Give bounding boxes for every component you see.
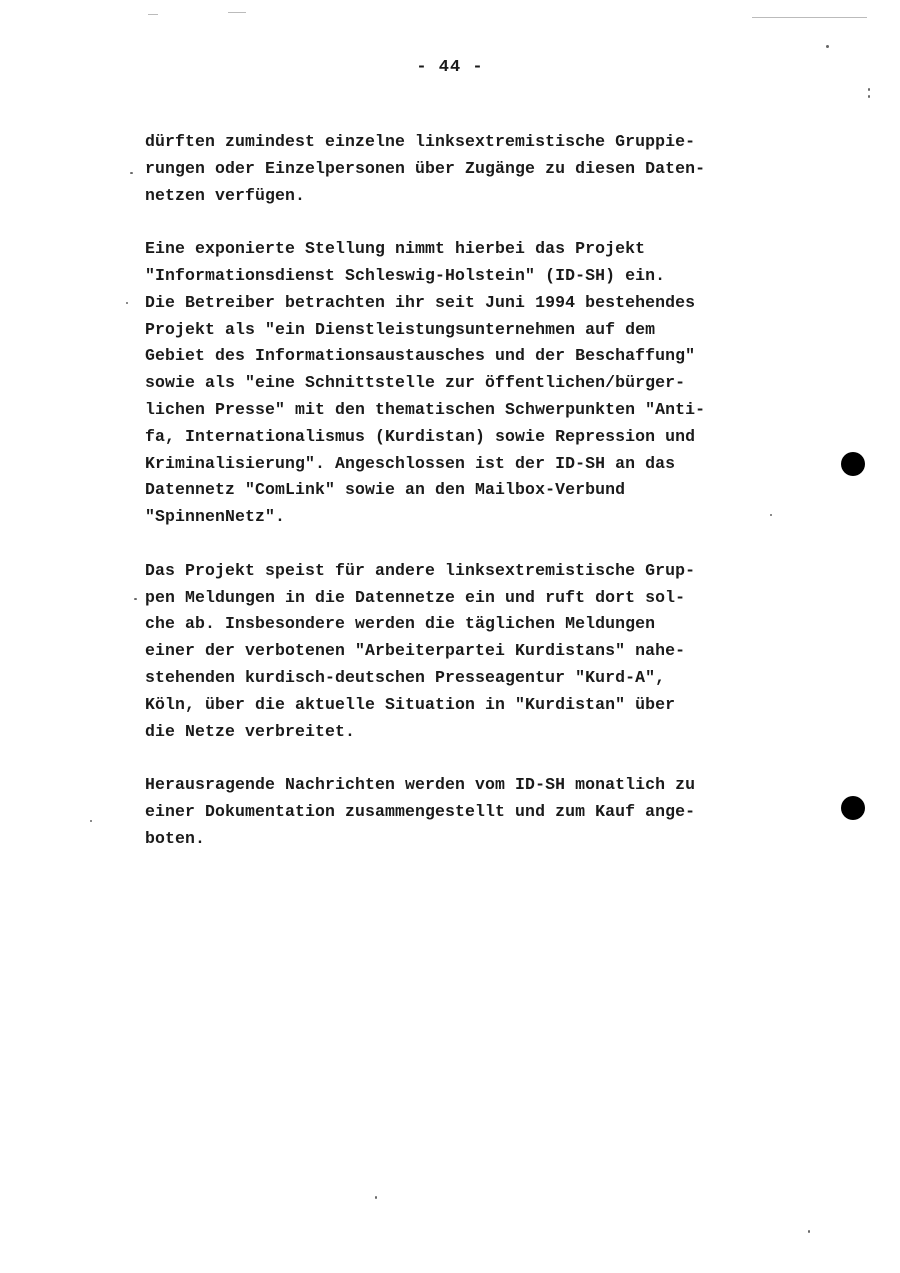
scan-speck bbox=[868, 95, 870, 98]
text-line: einer Dokumentation zusammengestellt und zum Kauf ange- bbox=[145, 801, 696, 821]
scan-artifact-line bbox=[752, 17, 867, 18]
text-line: einer der verbotenen "Arbeiterpartei Kurdistans" nahe- bbox=[145, 641, 686, 661]
text-line: "SpinnenNetz". bbox=[145, 507, 286, 527]
text-line: rungen oder Einzelpersonen über Zugänge zu diesen Daten- bbox=[145, 158, 706, 178]
text-line: Herausragende Nachrichten werden vom ID-SH monatlich zu bbox=[145, 775, 696, 795]
scan-artifact-line bbox=[228, 12, 246, 13]
text-line: sowie als "eine Schnittstelle zur öffentlichen/bürger- bbox=[145, 373, 686, 393]
text-line: "Informationsdienst Schleswig-Holstein" (ID-SH) ein. bbox=[145, 265, 666, 285]
scan-speck bbox=[134, 598, 137, 600]
text-line: Köln, über die aktuelle Situation in "Kurdistan" über bbox=[145, 694, 676, 714]
text-line: netzen verfügen. bbox=[145, 185, 306, 205]
paragraph-2 bbox=[145, 236, 775, 531]
body-text bbox=[145, 129, 775, 879]
text-line: Projekt als "ein Dienstleistungsunternehmen auf dem bbox=[145, 319, 656, 339]
paragraph-4 bbox=[145, 772, 775, 852]
paragraph-1 bbox=[145, 129, 775, 209]
text-line: che ab. Insbesondere werden die täglichen Meldungen bbox=[145, 614, 656, 634]
text-line: dürften zumindest einzelne linksextremistische Gruppie- bbox=[145, 132, 696, 151]
text-line: Kriminalisierung". Angeschlossen ist der ID-SH an das bbox=[145, 453, 676, 473]
scan-speck bbox=[808, 1230, 810, 1233]
text-line: Die Betreiber betrachten ihr seit Juni 1994 bestehendes bbox=[145, 292, 696, 312]
text-line: stehenden kurdisch-deutschen Presseagentur "Kurd-A", bbox=[145, 667, 666, 687]
scan-artifact-line bbox=[148, 14, 158, 15]
text-line: fa, Internationalismus (Kurdistan) sowie Repression und bbox=[145, 426, 696, 446]
text-line: Eine exponierte Stellung nimmt hierbei das Projekt bbox=[145, 239, 646, 259]
text-line: boten. bbox=[145, 828, 206, 848]
text-line: lichen Presse" mit den thematischen Schwerpunkten "Anti- bbox=[145, 399, 706, 419]
punch-hole-upper bbox=[841, 452, 865, 476]
page-number: - 44 - bbox=[416, 58, 484, 77]
text-line: pen Meldungen in die Datennetze ein und ruft dort sol- bbox=[145, 587, 686, 607]
text-line: Das Projekt speist für andere linksextremistische Grup- bbox=[145, 560, 696, 580]
scan-speck bbox=[126, 302, 128, 304]
scan-speck bbox=[90, 820, 92, 822]
paragraph-3 bbox=[145, 558, 775, 746]
scan-speck bbox=[130, 172, 133, 174]
scan-speck bbox=[826, 45, 829, 48]
text-line: Datennetz "ComLink" sowie an den Mailbox-Verbund bbox=[145, 480, 626, 500]
text-line: Gebiet des Informationsaustausches und der Beschaffung" bbox=[145, 346, 696, 366]
scan-speck bbox=[868, 88, 870, 91]
text-line: die Netze verbreitet. bbox=[145, 721, 356, 741]
punch-hole-lower bbox=[841, 796, 865, 820]
scan-speck bbox=[375, 1196, 377, 1199]
